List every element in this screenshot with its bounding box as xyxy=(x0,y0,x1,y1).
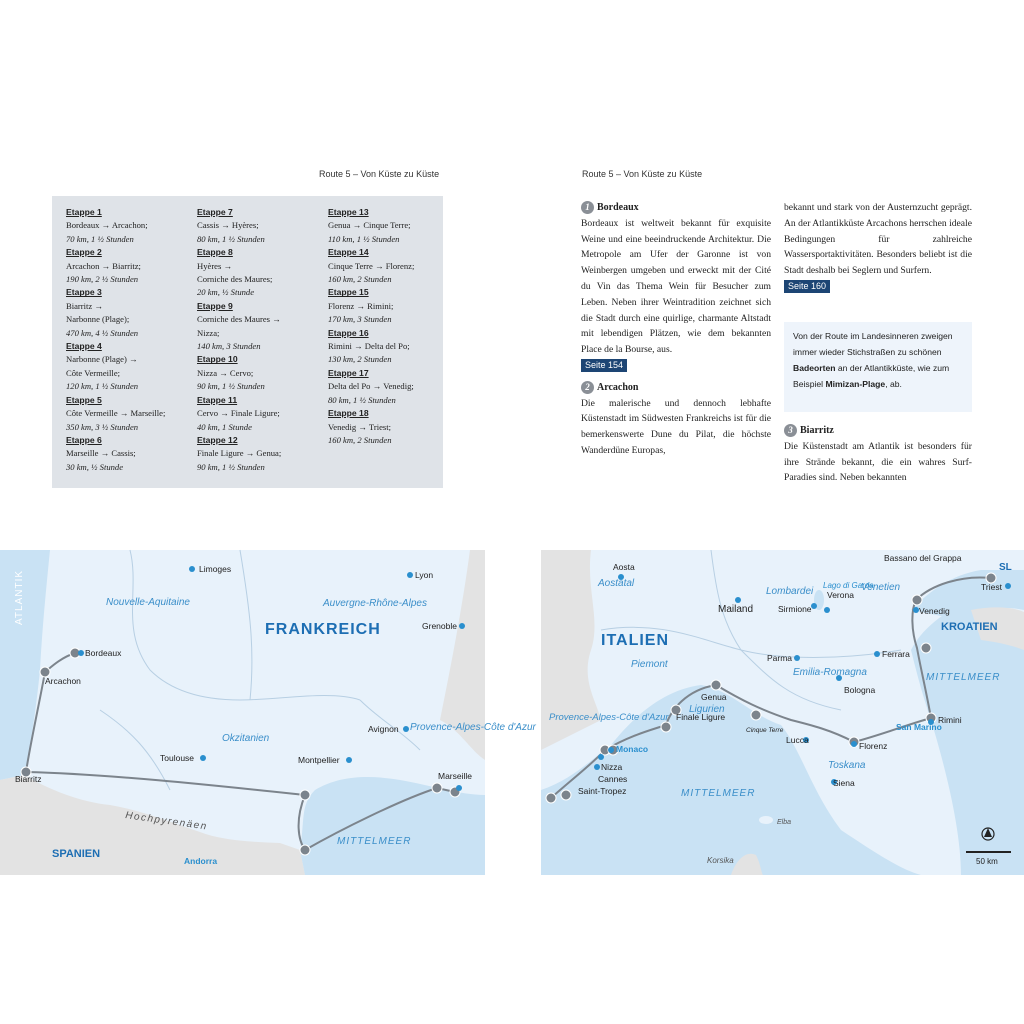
ocean-label: ATLANTIK xyxy=(14,569,25,625)
section-title: Biarritz xyxy=(800,425,834,436)
section-number-badge: 3 xyxy=(784,424,797,437)
city-cannes: Cannes xyxy=(598,774,628,784)
page-ref-badge: Seite 154 xyxy=(581,359,627,372)
stage-12: Etappe 12 Finale Ligure → Genua; 90 km, 1 ½ Stunden xyxy=(197,434,282,472)
city-sirmione: Sirmione xyxy=(778,604,812,614)
svg-text:50 km: 50 km xyxy=(976,857,998,866)
stage-16: Etappe 16 Rimini → Delta del Po; 130 km, 2 Stunden xyxy=(328,327,410,365)
stage-15: Etappe 15 Florenz → Rimini; 170 km, 3 Stunden xyxy=(328,287,394,325)
city-siena: Siena xyxy=(833,778,855,788)
text-column-1 xyxy=(581,200,771,459)
city-marseille: Marseille xyxy=(438,771,473,781)
section-biarritz-text: Die Küstenstadt am Atlantik ist besonders für ihre Strände bekannt, die ein wahres Surf-Paradies sind. Neben bekannten xyxy=(784,440,972,484)
stage-18: Etappe 18 Venedig → Triest; 160 km, 2 Stunden xyxy=(328,408,392,445)
city-venedig: Venedig xyxy=(919,606,950,616)
city-avignon: Avignon xyxy=(368,724,399,734)
section-biarritz xyxy=(784,423,972,486)
region-nouvelle-aquitaine: Nouvelle-Aquitaine xyxy=(106,597,190,608)
stage-6: Etappe 6 Marseille → Cassis; 30 km, ½ Stunde xyxy=(66,434,136,472)
sea-label-west: MITTELMEER xyxy=(681,788,756,799)
lake-garda: Lago di Garda xyxy=(823,581,874,590)
stage-2: Etappe 2 Arcachon → Biarritz; 190 km, 2 ½ Stunden xyxy=(66,247,141,285)
city-florenz: Florenz xyxy=(859,741,888,751)
city-arcachon: Arcachon xyxy=(45,676,81,686)
section-number-badge: 1 xyxy=(581,201,594,214)
section-biarritz-heading xyxy=(784,423,972,439)
section-arcachon-continued: bekannt und stark von der Austernzucht geprägt. An der Atlantikküste Arcachons herrschen ideale Bedingungen für zahlreiche Wassersportaktivitäten. Besonders beliebt ist die Stadt deshalb bei Seglern und Surfern. xyxy=(784,202,972,277)
city-grenoble: Grenoble xyxy=(422,621,457,631)
region-emilia: Emilia-Romagna xyxy=(793,667,867,678)
stage-5: Etappe 5 Côte Vermeille → Marseille; 350 km, 3 ½ Stunden xyxy=(66,394,166,432)
region-venetien: Venetien xyxy=(861,582,901,593)
city-limoges: Limoges xyxy=(199,564,232,574)
city-aosta: Aosta xyxy=(613,562,635,572)
stage-11: Etappe 11 Cervo → Finale Ligure; 40 km, 1 Stunde xyxy=(197,394,280,432)
city-bologna: Bologna xyxy=(844,685,876,695)
region-lombardei: Lombardei xyxy=(766,586,814,597)
city-andorra: Andorra xyxy=(184,856,218,866)
section-arcachon-text: Die malerische und dennoch lebhafte Küstenstadt im Südwesten Frankreichs ist für die bemerkenswerte Dune du Pilat, die höchste Wanderdüne Europas, xyxy=(581,397,771,456)
city-bassano: Bassano del Grappa xyxy=(884,553,962,563)
sea-label-east: MITTELMEER xyxy=(926,672,1001,683)
city-saint-tropez: Saint-Tropez xyxy=(578,786,627,796)
country-italy: ITALIEN xyxy=(601,632,670,649)
city-rimini: Rimini xyxy=(938,715,962,725)
city-triest: Triest xyxy=(981,582,1002,592)
city-genua: Genua xyxy=(701,692,727,702)
city-bordeaux: Bordeaux xyxy=(85,648,122,658)
stage-1: Etappe 1 Bordeaux → Arcachon; 70 km, 1 ½ Stunden xyxy=(66,207,148,244)
tip-box: Von der Route im Landesinneren zweigen immer wieder Stichstraßen zu schönen Badeorten an der Atlantikküste, wie zum Beispiel Mimizan-Plage, ab. xyxy=(784,322,972,412)
region-auvergne: Auvergne-Rhône-Alpes xyxy=(323,598,427,609)
stages-column-3 xyxy=(328,206,440,447)
section-bordeaux-heading xyxy=(581,200,771,216)
sea-label: MITTELMEER xyxy=(337,836,412,847)
section-title: Bordeaux xyxy=(597,202,639,213)
stage-7: Etappe 7 Cassis → Hyères; 80 km, 1 ½ Stunden xyxy=(197,207,265,244)
city-lyon: Lyon xyxy=(415,570,434,580)
stage-8: Etappe 8 Hyères → Corniche des Maures; 20 km, ½ Stunde xyxy=(197,247,273,298)
stage-13: Etappe 13 Genua → Cinque Terre; 110 km, 1 ½ Stunden xyxy=(328,207,411,244)
city-mailand: Mailand xyxy=(718,604,754,615)
country-france: FRANKREICH xyxy=(265,621,381,638)
island-elba: Elba xyxy=(777,819,792,826)
island-korsika: Korsika xyxy=(707,856,734,865)
stage-17: Etappe 17 Delta del Po → Venedig; 80 km, 1 ½ Stunden xyxy=(328,367,414,405)
region-provence: Provence-Alpes-Côte d'Azur xyxy=(410,722,536,733)
city-parma: Parma xyxy=(767,653,793,663)
region-okzitanien: Okzitanien xyxy=(222,733,270,744)
section-title: Arcachon xyxy=(597,381,639,393)
running-header-right: Route 5 – Von Küste zu Küste xyxy=(582,169,703,179)
map-france xyxy=(0,550,536,875)
city-san-marino: San Marino xyxy=(896,722,942,732)
region-piemont: Piemont xyxy=(631,659,668,670)
country-croatia: KROATIEN xyxy=(941,621,998,633)
stage-4: Etappe 4 Narbonne (Plage) → Côte Vermeille; 120 km, 1 ½ Stunden xyxy=(66,341,139,392)
running-header-left: Route 5 – Von Küste zu Küste xyxy=(319,169,440,179)
city-biarritz: Biarritz xyxy=(15,774,42,784)
stage-3: Etappe 3 Biarritz → Narbonne (Plage); 470 km, 4 ½ Stunden xyxy=(66,287,139,338)
city-nizza: Nizza xyxy=(601,762,623,772)
country-slovenia: SL xyxy=(999,562,1012,573)
city-verona: Verona xyxy=(827,590,854,600)
city-ferrara: Ferrara xyxy=(882,649,910,659)
section-number-badge: 2 xyxy=(581,381,594,394)
region-ligurien: Ligurien xyxy=(689,704,725,715)
text-column-2 xyxy=(784,200,972,295)
map-italy xyxy=(541,550,1024,875)
region-aostatal: Aostatal xyxy=(598,578,635,589)
stages-box xyxy=(52,196,443,488)
city-monaco: Monaco xyxy=(616,744,649,754)
country-spain: SPANIEN xyxy=(52,848,101,860)
city-toulouse: Toulouse xyxy=(160,753,195,763)
stage-9: Etappe 9 Corniche des Maures → Nizza; 140 km, 3 Stunden xyxy=(197,300,281,352)
stages-column-2 xyxy=(197,206,325,474)
mountains-label: Hochpyrenäen xyxy=(124,810,209,833)
page-ref-badge: Seite 160 xyxy=(784,280,830,293)
city-cinque-terre: Cinque Terre xyxy=(746,727,784,734)
stage-14: Etappe 14 Cinque Terre → Florenz; 160 km, 2 Stunden xyxy=(328,247,415,285)
city-finale: Finale Ligure xyxy=(676,712,726,722)
region-toskana: Toskana xyxy=(828,760,866,771)
city-lucca: Lucca xyxy=(786,735,809,745)
stages-column-1 xyxy=(66,206,194,474)
section-arcachon-heading xyxy=(581,380,771,396)
section-bordeaux-text: Bordeaux ist weltweit bekannt für exquisite Weine und eine beeindruckende Architektur. Die Metropole am Ufer der Garonne ist von Weinbergen umgeben und erweckt mit der Cité du Vin das Thema Wein für Besucher zum Leben. Neben ihrer Weintradition zeichnet sich die Stadt durch eine quirlige, charmante Altstadt mit lebendigen Plätzen, wie dem bekannten Place de la Bourse, aus. xyxy=(581,217,771,356)
stage-10: Etappe 10 Nizza → Cervo; 90 km, 1 ½ Stunden xyxy=(197,354,265,392)
region-provence: Provence-Alpes-Côte d'Azur xyxy=(549,712,669,723)
city-montpellier: Montpellier xyxy=(298,755,340,765)
